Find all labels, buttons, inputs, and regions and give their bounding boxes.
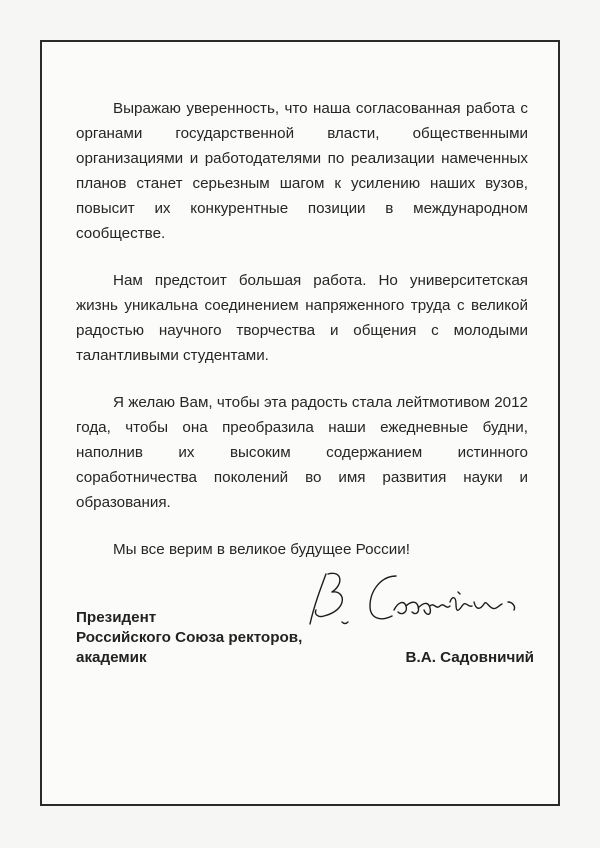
handwritten-signature xyxy=(298,566,528,636)
signatory-title-line-3: академик xyxy=(76,649,147,666)
letter-paragraph-1: Выражаю уверенность, что наша согласованная работа с органами государственной власти, общественными организациями и работодателями по реализации намеченных планов станет серьезным шагом к усилению наших вузов, повысит их конкурентные позиции в международном сообществе. xyxy=(76,100,528,242)
signatory-title-block xyxy=(76,608,302,668)
letter-body xyxy=(76,96,528,562)
letter-paragraph-4: Мы все верим в великое будущее России! xyxy=(113,541,410,558)
signatory-title-line-1: Президент xyxy=(76,609,157,626)
letter-paragraph-2: Нам предстоит большая работа. Но университетская жизнь уникальна соединением напряженного труда с великой радостью научного творчества и общения с молодыми талантливыми студентами. xyxy=(76,272,528,364)
signatory-name: В.А. Садовничий xyxy=(405,649,534,666)
signatory-title-line-2: Российского Союза ректоров, xyxy=(76,629,303,646)
letter-paragraph-3: Я желаю Вам, чтобы эта радость стала лейтмотивом 2012 года, чтобы она преобразила наши ежедневные будни, наполнив их высоким содержанием истинного соработничества поколений во имя развития науки и образования. xyxy=(76,394,528,511)
